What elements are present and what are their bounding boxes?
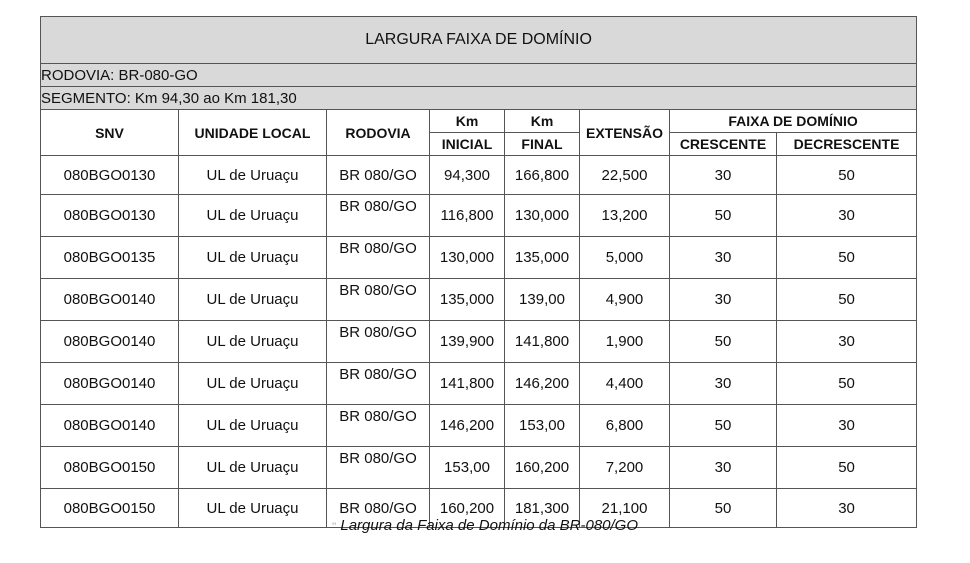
cell-unidade-local: UL de Uruaçu <box>179 279 327 321</box>
segmento-line: SEGMENTO: Km 94,30 ao Km 181,30 <box>41 87 917 110</box>
cell-unidade-local: UL de Uruaçu <box>179 156 327 195</box>
cell-km-final: 130,000 <box>505 195 580 237</box>
cell-decrescente: 50 <box>777 363 917 405</box>
cell-crescente: 30 <box>670 363 777 405</box>
cell-extensao: 21,100 <box>580 489 670 528</box>
cell-km-final: 160,200 <box>505 447 580 489</box>
cell-unidade-local: UL de Uruaçu <box>179 237 327 279</box>
cell-extensao: 13,200 <box>580 195 670 237</box>
cell-extensao: 1,900 <box>580 321 670 363</box>
cell-km-inicial: 139,900 <box>430 321 505 363</box>
header-crescente: CRESCENTE <box>670 133 777 156</box>
cell-crescente: 50 <box>670 195 777 237</box>
cell-snv: 080BGO0130 <box>41 156 179 195</box>
caption-mark: '' <box>331 521 337 533</box>
cell-rodovia: BR 080/GO <box>327 363 430 405</box>
cell-km-inicial: 94,300 <box>430 156 505 195</box>
header-km-final-top: Km <box>505 110 580 133</box>
cell-km-inicial: 135,000 <box>430 279 505 321</box>
cell-unidade-local: UL de Uruaçu <box>179 321 327 363</box>
cell-km-inicial: 130,000 <box>430 237 505 279</box>
header-faixa-dominio: FAIXA DE DOMÍNIO <box>670 110 917 133</box>
cell-unidade-local: UL de Uruaçu <box>179 195 327 237</box>
cell-km-final: 135,000 <box>505 237 580 279</box>
cell-extensao: 22,500 <box>580 156 670 195</box>
cell-snv: 080BGO0140 <box>41 405 179 447</box>
cell-extensao: 6,800 <box>580 405 670 447</box>
cell-crescente: 50 <box>670 489 777 528</box>
header-snv: SNV <box>41 110 179 156</box>
cell-km-inicial: 146,200 <box>430 405 505 447</box>
header-km-inicial-bottom: INICIAL <box>430 133 505 156</box>
cell-extensao: 4,400 <box>580 363 670 405</box>
cell-crescente: 30 <box>670 279 777 321</box>
table-caption <box>0 517 970 534</box>
cell-km-inicial: 141,800 <box>430 363 505 405</box>
header-km-final-bottom: FINAL <box>505 133 580 156</box>
cell-snv: 080BGO0150 <box>41 489 179 528</box>
cell-decrescente: 30 <box>777 489 917 528</box>
cell-decrescente: 30 <box>777 195 917 237</box>
cell-crescente: 30 <box>670 237 777 279</box>
cell-snv: 080BGO0135 <box>41 237 179 279</box>
cell-km-final: 181,300 <box>505 489 580 528</box>
cell-snv: 080BGO0140 <box>41 279 179 321</box>
table-row <box>41 363 917 405</box>
cell-decrescente: 50 <box>777 237 917 279</box>
header-decrescente: DECRESCENTE <box>777 133 917 156</box>
cell-rodovia: BR 080/GO <box>327 405 430 447</box>
cell-rodovia: BR 080/GO <box>327 156 430 195</box>
cell-decrescente: 30 <box>777 321 917 363</box>
caption-text: Largura da Faixa de Domínio da BR-080/GO <box>340 517 639 534</box>
cell-snv: 080BGO0140 <box>41 321 179 363</box>
cell-decrescente: 50 <box>777 156 917 195</box>
cell-crescente: 30 <box>670 447 777 489</box>
table-body <box>41 156 917 528</box>
cell-km-final: 153,00 <box>505 405 580 447</box>
cell-rodovia: BR 080/GO <box>327 237 430 279</box>
table-row <box>41 279 917 321</box>
cell-km-final: 146,200 <box>505 363 580 405</box>
table-row <box>41 321 917 363</box>
table-title: LARGURA FAIXA DE DOMÍNIO <box>41 17 917 64</box>
table-row <box>41 237 917 279</box>
table-row <box>41 195 917 237</box>
rodovia-line: RODOVIA: BR-080-GO <box>41 64 917 87</box>
header-extensao: EXTENSÃO <box>580 110 670 156</box>
faixa-dominio-table <box>40 16 917 528</box>
cell-unidade-local: UL de Uruaçu <box>179 489 327 528</box>
cell-km-final: 166,800 <box>505 156 580 195</box>
cell-km-final: 139,00 <box>505 279 580 321</box>
cell-crescente: 50 <box>670 405 777 447</box>
cell-unidade-local: UL de Uruaçu <box>179 405 327 447</box>
header-rodovia: RODOVIA <box>327 110 430 156</box>
cell-decrescente: 50 <box>777 447 917 489</box>
cell-km-inicial: 160,200 <box>430 489 505 528</box>
header-km-inicial-top: Km <box>430 110 505 133</box>
table-row <box>41 405 917 447</box>
cell-crescente: 30 <box>670 156 777 195</box>
cell-rodovia: BR 080/GO <box>327 279 430 321</box>
cell-rodovia: BR 080/GO <box>327 195 430 237</box>
table-row <box>41 447 917 489</box>
cell-crescente: 50 <box>670 321 777 363</box>
table-row <box>41 156 917 195</box>
cell-km-final: 141,800 <box>505 321 580 363</box>
cell-rodovia: BR 080/GO <box>327 489 430 528</box>
cell-km-inicial: 153,00 <box>430 447 505 489</box>
cell-snv: 080BGO0130 <box>41 195 179 237</box>
cell-unidade-local: UL de Uruaçu <box>179 447 327 489</box>
cell-unidade-local: UL de Uruaçu <box>179 363 327 405</box>
header-unidade-local: UNIDADE LOCAL <box>179 110 327 156</box>
cell-extensao: 7,200 <box>580 447 670 489</box>
cell-rodovia: BR 080/GO <box>327 447 430 489</box>
cell-snv: 080BGO0140 <box>41 363 179 405</box>
cell-decrescente: 50 <box>777 279 917 321</box>
cell-extensao: 4,900 <box>580 279 670 321</box>
cell-km-inicial: 116,800 <box>430 195 505 237</box>
cell-snv: 080BGO0150 <box>41 447 179 489</box>
cell-extensao: 5,000 <box>580 237 670 279</box>
cell-decrescente: 30 <box>777 405 917 447</box>
cell-rodovia: BR 080/GO <box>327 321 430 363</box>
